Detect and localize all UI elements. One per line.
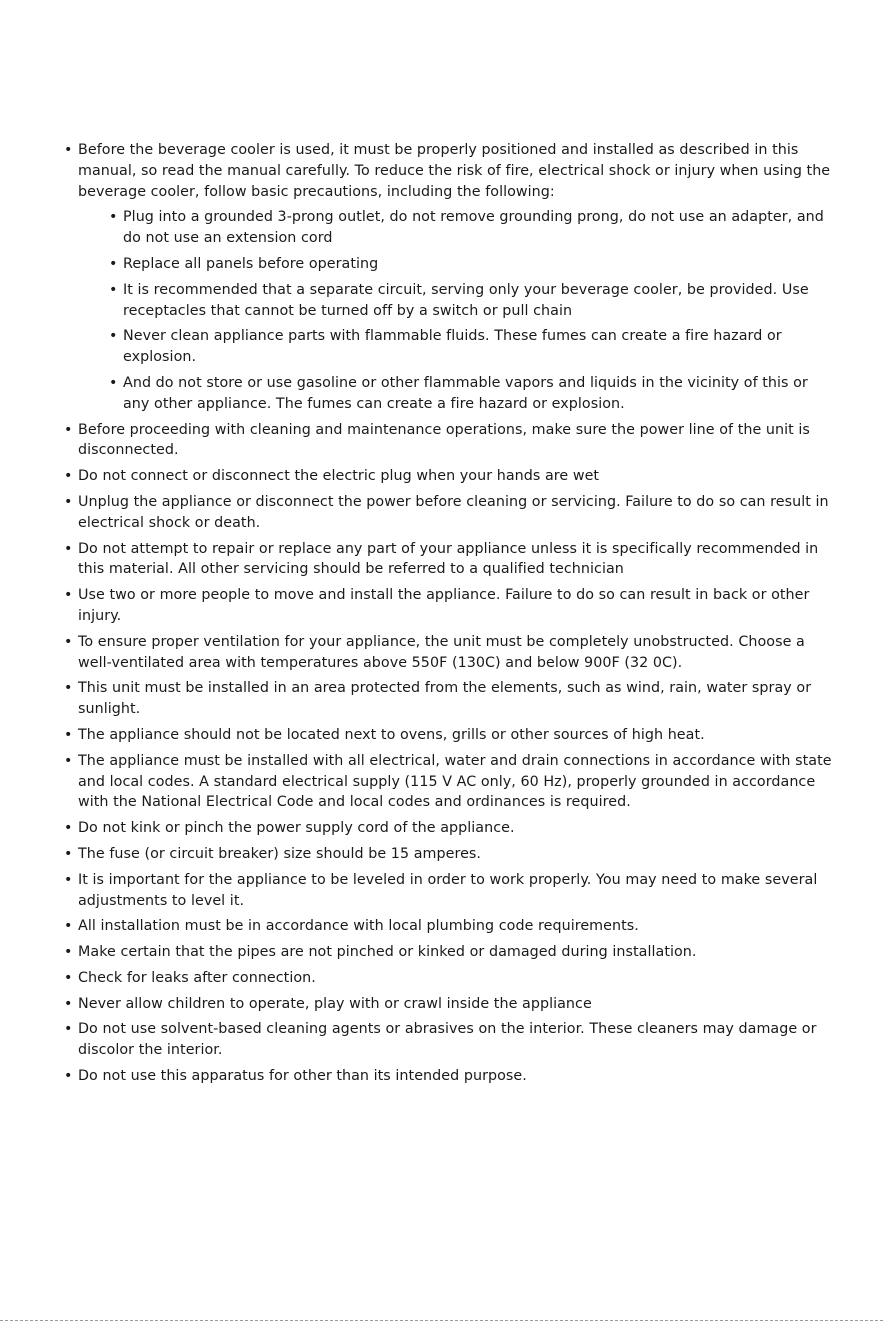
list-item bbox=[64, 1019, 834, 1061]
list-item-text: Make certain that the pipes are not pinched or kinked or damaged during installation. bbox=[78, 944, 697, 961]
list-item-text: Unplug the appliance or disconnect the power before cleaning or servicing. Failure to do so can result in electrical shock or death. bbox=[78, 493, 829, 531]
list-item bbox=[64, 140, 834, 415]
sublist-item-text: Replace all panels before operating bbox=[123, 255, 379, 272]
list-item bbox=[64, 870, 834, 912]
list-item-text: The appliance must be installed with all electrical, water and drain connections in accordance with state and local codes. A standard electrical supply (115 V AC only, 60 Hz), properly grounded in accordance with the National Electrical Code and local codes and ordinances is required. bbox=[78, 752, 832, 811]
list-item bbox=[64, 678, 834, 720]
list-item-text: To ensure proper ventilation for your appliance, the unit must be completely unobstructed. Choose a well-ventilated area with temperatures above 550F (130C) and below 900F (32 0C). bbox=[78, 633, 805, 671]
sublist-item-text: Plug into a grounded 3-prong outlet, do not remove grounding prong, do not use an adapter, and do not use an extension cord bbox=[123, 209, 824, 247]
list-item bbox=[64, 968, 834, 989]
sublist-item bbox=[109, 326, 834, 368]
list-item-text: Do not use solvent-based cleaning agents or abrasives on the interior. These cleaners may damage or discolor the interior. bbox=[78, 1021, 817, 1059]
list-item bbox=[64, 725, 834, 746]
bottom-divider bbox=[0, 1320, 883, 1321]
list-item-text: Use two or more people to move and install the appliance. Failure to do so can result in back or other injury. bbox=[78, 587, 810, 624]
list-item-text: Do not kink or pinch the power supply cord of the appliance. bbox=[78, 820, 515, 837]
list-item-text: Never allow children to operate, play with or crawl inside the appliance bbox=[78, 995, 592, 1012]
list-item-text: Do not connect or disconnect the electric plug when your hands are wet bbox=[78, 468, 600, 485]
list-item bbox=[64, 492, 834, 534]
list-item-text: Do not use this apparatus for other than its intended purpose. bbox=[78, 1068, 527, 1085]
sublist-item bbox=[109, 254, 834, 275]
list-item bbox=[64, 994, 834, 1015]
precautions-sublist bbox=[78, 207, 834, 414]
list-item-text: All installation must be in accordance with local plumbing code requirements. bbox=[78, 918, 639, 935]
list-item bbox=[64, 420, 834, 462]
list-item bbox=[64, 585, 834, 627]
list-item bbox=[64, 942, 834, 963]
list-item bbox=[64, 916, 834, 937]
list-item bbox=[64, 1066, 834, 1087]
list-item-text: It is important for the appliance to be leveled in order to work properly. You may need to make several adjustments to level it. bbox=[78, 871, 818, 909]
list-item-text: The fuse (or circuit breaker) size should be 15 amperes. bbox=[78, 845, 482, 862]
list-item-text: The appliance should not be located next to ovens, grills or other sources of high heat. bbox=[78, 726, 705, 743]
list-item-text: Check for leaks after connection. bbox=[78, 969, 316, 986]
list-item-text: Before the beverage cooler is used, it must be properly positioned and installed as described in this manual, so read the manual carefully. To reduce the risk of fire, electrical shock or injury when using the beverage cooler, follow basic precautions, including the following: bbox=[78, 142, 831, 200]
list-item bbox=[64, 466, 834, 487]
sublist-item bbox=[109, 280, 834, 322]
list-item bbox=[64, 818, 834, 839]
list-item bbox=[64, 632, 834, 674]
list-item bbox=[64, 539, 834, 581]
safety-instructions-list bbox=[64, 140, 834, 1092]
list-item bbox=[64, 844, 834, 865]
list-item-text: Before proceeding with cleaning and maintenance operations, make sure the power line of the unit is disconnected. bbox=[78, 421, 810, 459]
sublist-item bbox=[109, 373, 834, 415]
sublist-item-text: Never clean appliance parts with flammable fluids. These fumes can create a fire hazard or explosion. bbox=[123, 328, 782, 366]
list-item-text: Do not attempt to repair or replace any part of your appliance unless it is specifically recommended in this material. All other servicing should be referred to a qualified technician bbox=[78, 540, 819, 578]
sublist-item-text: And do not store or use gasoline or other flammable vapors and liquids in the vicinity of this or any other appliance. The fumes can create a fire hazard or explosion. bbox=[123, 374, 808, 412]
list-item bbox=[64, 751, 834, 813]
sublist-item-text: It is recommended that a separate circuit, serving only your beverage cooler, be provided. Use receptacles that cannot be turned off by a switch or pull chain bbox=[123, 281, 809, 319]
list-item-text: This unit must be installed in an area protected from the elements, such as wind, rain, water spray or sunlight. bbox=[78, 680, 812, 718]
sublist-item bbox=[109, 207, 834, 249]
